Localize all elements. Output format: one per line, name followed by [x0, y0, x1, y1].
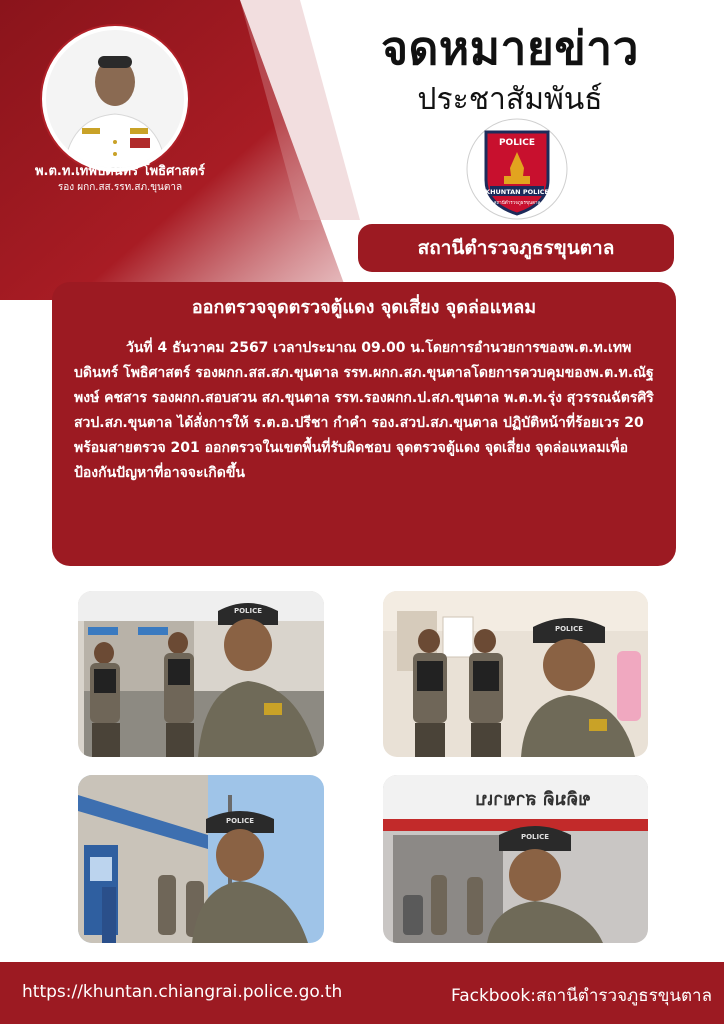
- news-headline: ออกตรวจจุดตรวจตู้แดง จุดเสี่ยง จุดล่อแหลม: [191, 297, 537, 318]
- photo-store-patrol: [78, 591, 324, 757]
- news-box: [52, 282, 676, 566]
- shop-sign-text: ขดิมดิ สาขาเบ: [475, 789, 591, 810]
- officer-role: รอง ผกก.สส.รรท.สภ.ขุนตาล: [57, 182, 183, 193]
- badge-top-text: POLICE: [498, 138, 536, 148]
- officer-name: พ.ต.ท.เทพบดินทร์ โพธิศาสตร์: [34, 164, 206, 179]
- officer-photo-icon: [46, 30, 184, 168]
- khuntan-police-badge-icon: [466, 118, 568, 220]
- photo-shop-patrol: [383, 591, 648, 757]
- newsletter-subtitle: ประชาสัมพันธ์: [417, 82, 603, 117]
- photo-shopfront-patrol: [383, 775, 648, 943]
- badge-small-text: สถานีตำรวจภูธรขุนตาล: [493, 201, 541, 206]
- badge-bottom-text: KHUNTAN POLICE: [485, 188, 549, 196]
- news-body-text: วันที่ 4 ธันวาคม 2567 เวลาประมาณ 09.00 น.โดยการอำนวยการของพ.ต.ท.เทพบดินทร์ โพธิศาสตร์ รองผกก.สส.สภ.ขุนตาล รรท.ผกก.สภ.ขุนตาลโดยการควบคุมของพ.ต.ท.ณัฐพงษ์ คชสาร รองผกก.สอบสวน สภ.ขุนตาล รรท.รองผกก.ป.สภ.ขุนตาล พ.ต.ท.รุ่ง สุวรรณฉัตรศิริ สวป.สภ.ขุนตาล ได้สั่งการให้ ร.ต.อ.ปรีชา กำคำ รอง.สวป.สภ.ขุนตาล ปฏิบัติหน้าที่ร้อยเวร 20 พร้อมสายตรวจ 201 ออกตรวจในเขตพื้นที่รับผิดชอบ จุดตรวจตู้แดง จุดเสี่ยง จุดล่อแหลมเพื่อป้องกันปัญหาที่อาจจะเกิดขึ้น: [74, 340, 654, 481]
- news-body: [74, 336, 658, 486]
- station-label: สถานีตำรวจภูธรขุนตาล: [358, 224, 674, 272]
- officer-portrait: [42, 26, 188, 172]
- photo1-cap-text: POLICE: [233, 607, 263, 615]
- facebook-link[interactable]: Fackbook:สถานีตำรวจภูธรขุนตาล: [450, 986, 712, 1006]
- photo3-cap-text: POLICE: [225, 817, 255, 825]
- website-link[interactable]: https://khuntan.chiangrai.police.go.th: [22, 982, 343, 1002]
- footer-bar: [0, 962, 724, 1024]
- photo-atm-patrol: [78, 775, 324, 943]
- newsletter-title: จดหมายข่าว: [381, 21, 639, 75]
- photo2-cap-text: POLICE: [554, 625, 584, 633]
- photo4-cap-text: POLICE: [520, 833, 550, 841]
